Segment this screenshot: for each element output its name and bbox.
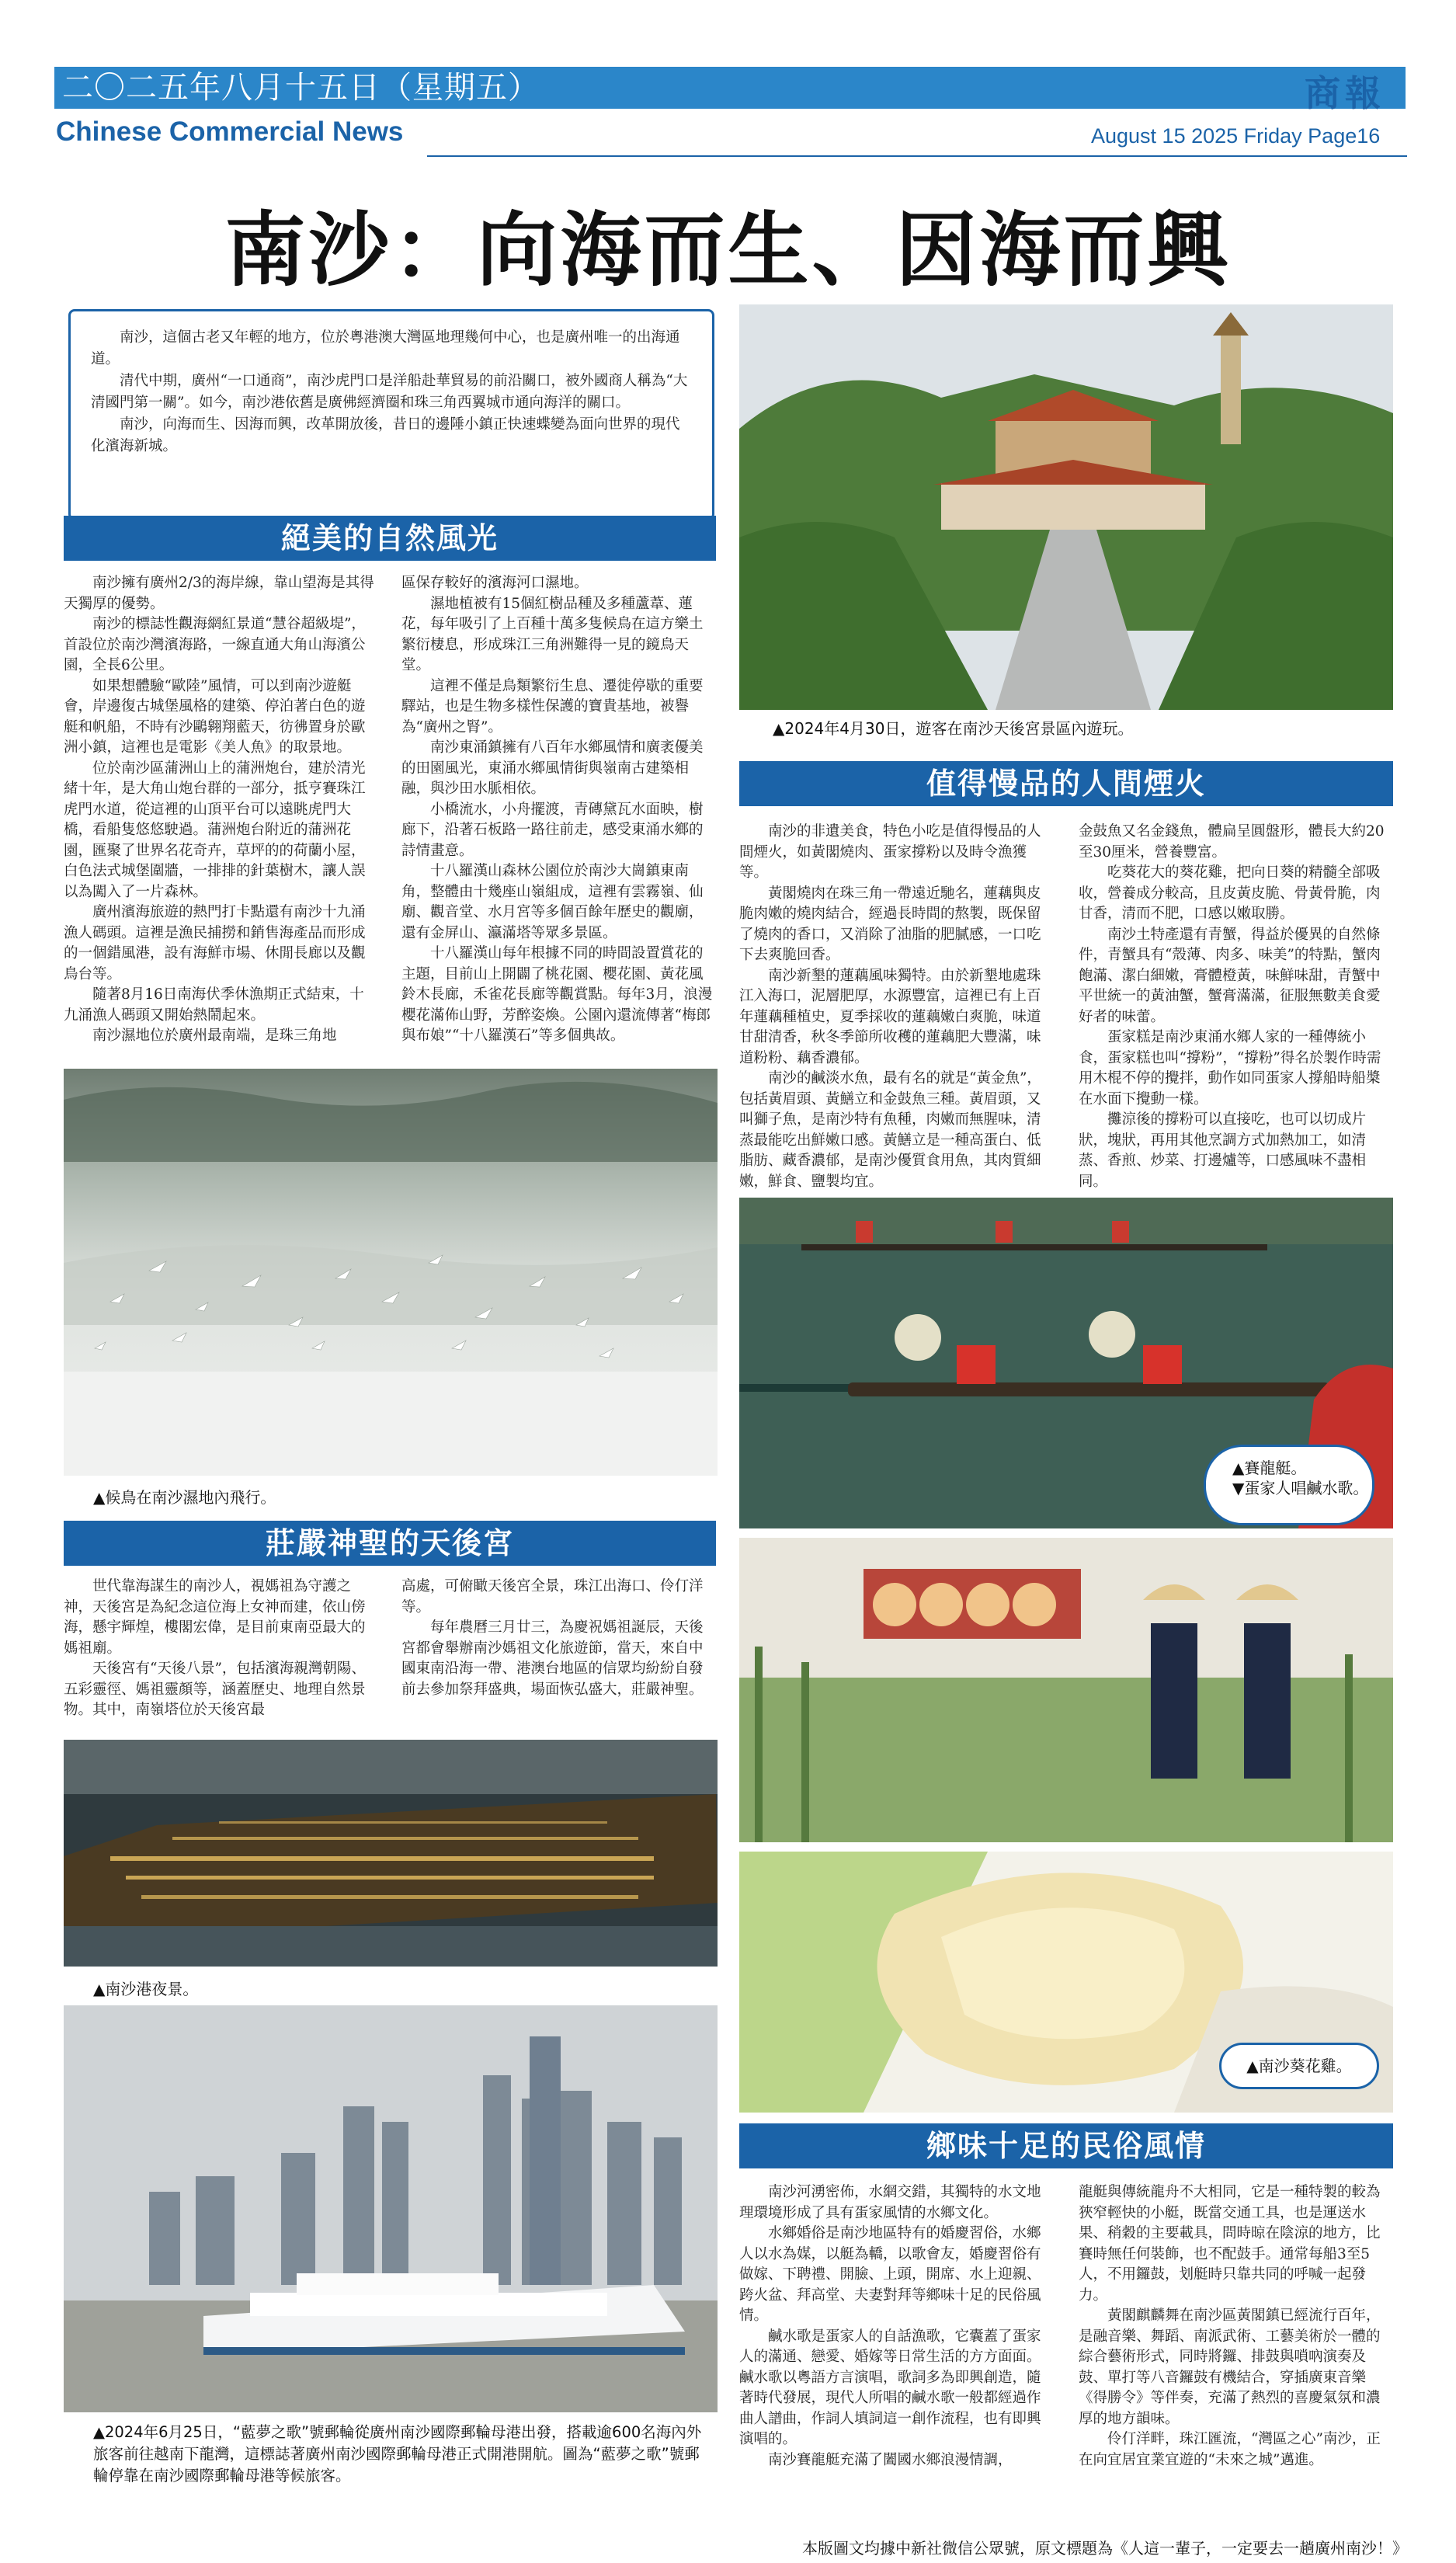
paragraph: 小橋流水，小舟擺渡，青磚黛瓦水面映，樹廊下，沿著石板路一路往前走，感受東涌水鄉的詩情畫意。: [401, 801, 704, 859]
section-temple-left-column: [64, 1577, 378, 1721]
section-food-left-column: [739, 822, 1054, 1192]
paragraph: 南沙河湧密佈，水網交錯，其獨特的水文地理環境形成了具有蛋家風情的水鄉文化。: [739, 2184, 1041, 2221]
paragraph: 南沙擁有廣州2/3的海岸線，靠山望海是其得天獨厚的優勢。: [64, 575, 374, 612]
photo-saltwater-song: [739, 1538, 1393, 1842]
photo-tianhou-temple: [739, 304, 1393, 710]
caption-cruise-ship: ▲2024年6月25日，“藍夢之歌”號郵輪從廣州南沙國際郵輪母港出發，搭載逾600名海內外旅客前往越南下龍灣，這標誌著廣州南沙國際郵輪母港正式開港開航。圖為“藍夢之歌”號郵輪停靠在南沙國際郵輪母港等候旅客。: [93, 2423, 702, 2485]
page-headline: 南沙：向海而生、因海而興: [224, 203, 1232, 297]
section-food-right-column: [1079, 822, 1393, 1192]
paragraph: 十八羅漢山每年根據不同的時間設置賞花的主題，目前山上開闢了桃花園、櫻花園、黃花風鈴木長廊，禾雀花長廊等觀賞點。每年3月，浪漫櫻花滿佈山野，芳醉姿煥。公園內還流傳著“梅郎與布娘”“十八羅漢石”等多個典故。: [401, 945, 713, 1044]
paragraph: 黃閣麒麟舞在南沙區黃閣鎮已經流行百年，是融音樂、舞蹈、南派武術、工藝美術於一體的綜合藝術形式，同時將鑼、排鼓與嗩吶演奏及鼓、單打等八音鑼鼓有機結合，穿插廣東音樂《得勝令》等伴奏，充滿了熱烈的喜慶氣氛和濃厚的地方韻味。: [1079, 2307, 1381, 2427]
caption-port-night: ▲南沙港夜景。: [93, 1980, 199, 1998]
masthead-logo: 商報: [1305, 72, 1385, 114]
paragraph: 吃葵花大的葵花雞，把向日葵的精髓全部吸收，營養成分較高，且皮黃皮脆、骨黃骨脆，肉甘香，清而不肥，口感以嫩取勝。: [1079, 864, 1381, 922]
paragraph: 區保存較好的濱海河口濕地。: [401, 575, 589, 591]
bubble-boat-captions: [1204, 1445, 1374, 1525]
paragraph: 高處，可俯瞰天後宮全景，珠江出海口、伶仃洋等。: [401, 1578, 704, 1615]
paragraph: 鹹水歌是蛋家人的自話漁歌，它囊蓋了蛋家人的滿通、戀愛、婚嫁等日常生活的方方面面。鹹水歌以粵語方言演唱，歌詞多為即興創造，隨著時代發展，現代人所唱的鹹水歌一般都經過作曲人譜曲，作詞人填詞這一創作流程，也有即興演唱的。: [739, 2328, 1041, 2447]
paragraph: 天後宮有“天後八景”，包括濱海親灣朝陽、五彩靈徑、媽祖靈顏等，涵蓋歷史、地理自然景物。其中，南嶺塔位於天後宮最: [64, 1661, 366, 1718]
paragraph: 十八羅漢山森林公園位於南沙大崗鎮東南角，整體由十幾座山嶺組成，這裡有雲霧嶺、仙廟、觀音堂、水月宮等多個百餘年歷史的觀廟，還有金屏山、瀛滿塔等眾多景區。: [401, 863, 704, 941]
bubble-boat-line-1: ▲賽龍艇。: [1232, 1459, 1307, 1477]
paragraph: 南沙土特產還有青蟹，得益於優異的自然條件，青蟹具有“殼薄、肉多、味美”的特點，蟹肉飽滿、潔白細嫩，膏體橙黃，味鮮味甜，青蟹中平世統一的黃油蟹，蟹膏滿滿，征服無數美食愛好者的味蕾。: [1079, 926, 1381, 1025]
paragraph: 如果想體驗“歐陸”風情，可以到南沙遊艇會，岸邊復古城堡風格的建築、停泊著白色的遊艇和帆船，不時有沙鷗翱翔藍天，彷彿置身於歐洲小鎮，這裡也是電影《美人魚》的取景地。: [64, 677, 366, 756]
paragraph: 南沙賽龍艇充滿了闔國水鄉浪漫情調，: [768, 2451, 1013, 2468]
section-temple-right-column: [401, 1577, 716, 1700]
paragraph: 南沙的標誌性觀海網紅景道“慧谷超級堤”，首設位於南沙灣濱海路，一線直通大角山海濱公園，全長6公里。: [64, 616, 366, 673]
caption-wetland: ▲候鳥在南沙濕地內飛行。: [93, 1488, 276, 1507]
source-credit: 本版圖文均據中新社微信公眾號，原文標題為《人這一輩子，一定要去一趟廣州南沙！》: [802, 2539, 1408, 2558]
paragraph: 濕地植被有15個紅樹品種及多種蘆葦、蓮花，每年吸引了上百種十萬多隻候鳥在這方樂土繁衍棲息，形成珠江三角洲難得一見的鏡鳥天堂。: [401, 595, 704, 673]
header-date: 二〇二五年八月十五日（星期五）: [62, 70, 540, 106]
intro-box: [68, 309, 714, 520]
paragraph: 南沙新墾的蓮藕風味獨特。由於新墾地處珠江入海口，泥層肥厚，水源豐富，這裡已有上百年蓮藕種植史，夏季採收的蓮藕嫩白爽脆，味道甘甜清香，秋冬季節所收穫的蓮藕肥大豐滿，味道粉粉、藕香濃郁。: [739, 967, 1041, 1066]
paragraph: 南沙的非遺美食，特色小吃是值得慢品的人間煙火，如黃閣燒肉、蛋家撐粉以及時令漁獲等。: [739, 823, 1041, 881]
section-banner-food: 值得慢品的人間煙火: [739, 761, 1393, 806]
paragraph: 世代靠海謀生的南沙人，視媽祖為守護之神，天後宮是為紀念這位海上女神而建，依山傍海，懸宇輝煌，樓閣宏偉，是目前東南亞最大的媽祖廟。: [64, 1578, 366, 1657]
caption-temple: ▲2024年4月30日，遊客在南沙天後宮景區內遊玩。: [773, 719, 1134, 738]
paragraph: 金鼓魚又名金錢魚，體扁呈圓盤形，體長大約20至30厘米，營養豐富。: [1079, 823, 1385, 861]
intro-paragraph: 南沙，這個古老又年輕的地方，位於粵港澳大灣區地理幾何中心，也是廣州唯一的出海通道。: [91, 329, 680, 367]
paragraph: 隨著8月16日南海伏季休漁期正式結束，十九涌漁人碼頭又開始熱鬧起來。: [64, 986, 364, 1024]
header-rule: [427, 155, 1407, 157]
intro-paragraph: 清代中期，廣州“一口通商”，南沙虎門口是洋船赴華貿易的前沿關口，被外國商人稱為“大清國門第一關”。如今，南沙港依舊是廣佛經濟圈和珠三角西翼城市通向海洋的關口。: [91, 373, 688, 411]
bubble-boat-line-2: ▼蛋家人唱鹹水歌。: [1232, 1479, 1369, 1497]
intro-paragraph: 南沙，向海而生、因海而興，改革開放後，昔日的邊陲小鎮正快速蝶變為面向世界的現代化濱海新城。: [91, 416, 680, 454]
paragraph: 黃閣燒肉在珠三角一帶遠近馳名，蓮藕與皮脆肉嫩的燒肉結合，經過長時間的熬製，既保留了燒肉的香口，又消除了油脂的肥膩感，一口吃下去爽脆回香。: [739, 885, 1041, 963]
photo-wetland-birds: [64, 1069, 718, 1476]
paragraph: 水鄉婚俗是南沙地區特有的婚慶習俗，水鄉人以水為媒，以艇為轎，以歌會友，婚慶習俗有做嫁、下聘禮、開臉、上頭，開席、水上迎親、跨火盆、拜高堂、夫妻對拜等鄉味十足的民俗風情。: [739, 2225, 1041, 2324]
paragraph: 南沙濕地位於廣州最南端，是珠三角地: [92, 1028, 337, 1044]
paragraph: 龍艇與傳統龍舟不大相同，它是一種特製的較為狹窄輕快的小艇，既當交通工具，也是運送水果、稍穀的主要載具，問時晾在陰涼的地方，比賽時無任何裝飾，也不配鼓手。通常每船3至5人，不用鑼鼓，划艇時只靠共同的呼喊一起發力。: [1079, 2184, 1381, 2304]
paragraph: 廣州濱海旅遊的熱門打卡點還有南沙十九涌漁人碼頭。這裡是漁民捕撈和銷售海產品而形成的一個錯風港，設有海鮮市場、休閒長廊以及觀鳥台等。: [64, 904, 366, 982]
photo-port-night: [64, 1740, 718, 1967]
paragraph: 位於南沙區蒲洲山上的蒲洲炮台，建於清光緒十年，是大角山炮台群的一部分，抵亨賽珠江虎門水道，從這裡的山頂平台可以遠眺虎門大橋，看船隻悠悠駛過。蒲洲炮台附近的蒲洲花園，匯聚了世界名花奇卉，草坪的的荷蘭小屋，白色法式城堡圍牆，一排排的針葉樹木，讓人誤以為闖入了一片森林。: [64, 760, 366, 900]
paragraph: 攤涼後的撐粉可以直接吃，也可以切成片狀，塊狀，再用其他烹調方式加熱加工，如清蒸、香煎、炒菜、打邊爐等，口感風味不盡相同。: [1079, 1111, 1367, 1190]
section-banner-folk: 鄉味十足的民俗風情: [739, 2123, 1393, 2168]
paragraph: 南沙的鹹淡水魚，最有名的就是“黃金魚”，包括黃眉頭、黃鱔立和金鼓魚三種。黃眉頭，又叫獅子魚，是南沙特有魚種，肉嫩而無腥味，清蒸最能吃出鮮嫩口感。黃鱔立是一種高蛋白、低脂肪、藏香濃郁，是南沙優質食用魚，其肉質細嫩，鮮食、鹽製均宜。: [739, 1070, 1041, 1190]
section-nature-left-column: [64, 573, 378, 1047]
paragraph: 南沙東涌鎮擁有八百年水鄉風情和廣袤優美的田園風光，東涌水鄉風情街與嶺南古建築相融，與沙田水脈相依。: [401, 739, 704, 797]
issue-info: August 15 2025 Friday Page16: [1091, 124, 1381, 148]
paragraph: 伶仃洋畔，珠江匯流，“灣區之心”南沙，正在向宜居宜業宜遊的“未來之城”邁進。: [1079, 2431, 1381, 2468]
paragraph: 這裡不僅是鳥類繁衍生息、遷徙停歇的重要驛站，也是生物多樣性保護的寶貴基地，被譽為“廣州之腎”。: [401, 677, 704, 736]
section-nature-right-column: [401, 573, 716, 1047]
section-folk-right-column: [1079, 2182, 1393, 2471]
bubble-chicken-caption: ▲南沙葵花雞。: [1219, 2043, 1379, 2089]
paragraph: 蛋家糕是南沙東涌水鄉人家的一種傳統小食，蛋家糕也叫“撐粉”，“撐粉”得名於製作時需用木棍不停的攪拌，動作如同蛋家人撐船時船槳在水面下攪動一樣。: [1079, 1029, 1381, 1108]
paragraph: 每年農曆三月廿三，為慶祝媽祖誕辰，天後宮都會舉辦南沙媽祖文化旅遊節，當天，來自中國東南沿海一帶、港澳台地區的信眾均紛紛自發前去參加祭拜盛典，場面恢弘盛大，莊嚴神聖。: [401, 1619, 704, 1698]
paper-name: Chinese Commercial News: [56, 116, 404, 147]
section-folk-left-column: [739, 2182, 1054, 2471]
section-banner-temple: 莊嚴神聖的天後宮: [64, 1521, 716, 1566]
section-banner-nature: 絕美的自然風光: [64, 516, 716, 561]
photo-cruise-ship: [64, 2005, 718, 2412]
